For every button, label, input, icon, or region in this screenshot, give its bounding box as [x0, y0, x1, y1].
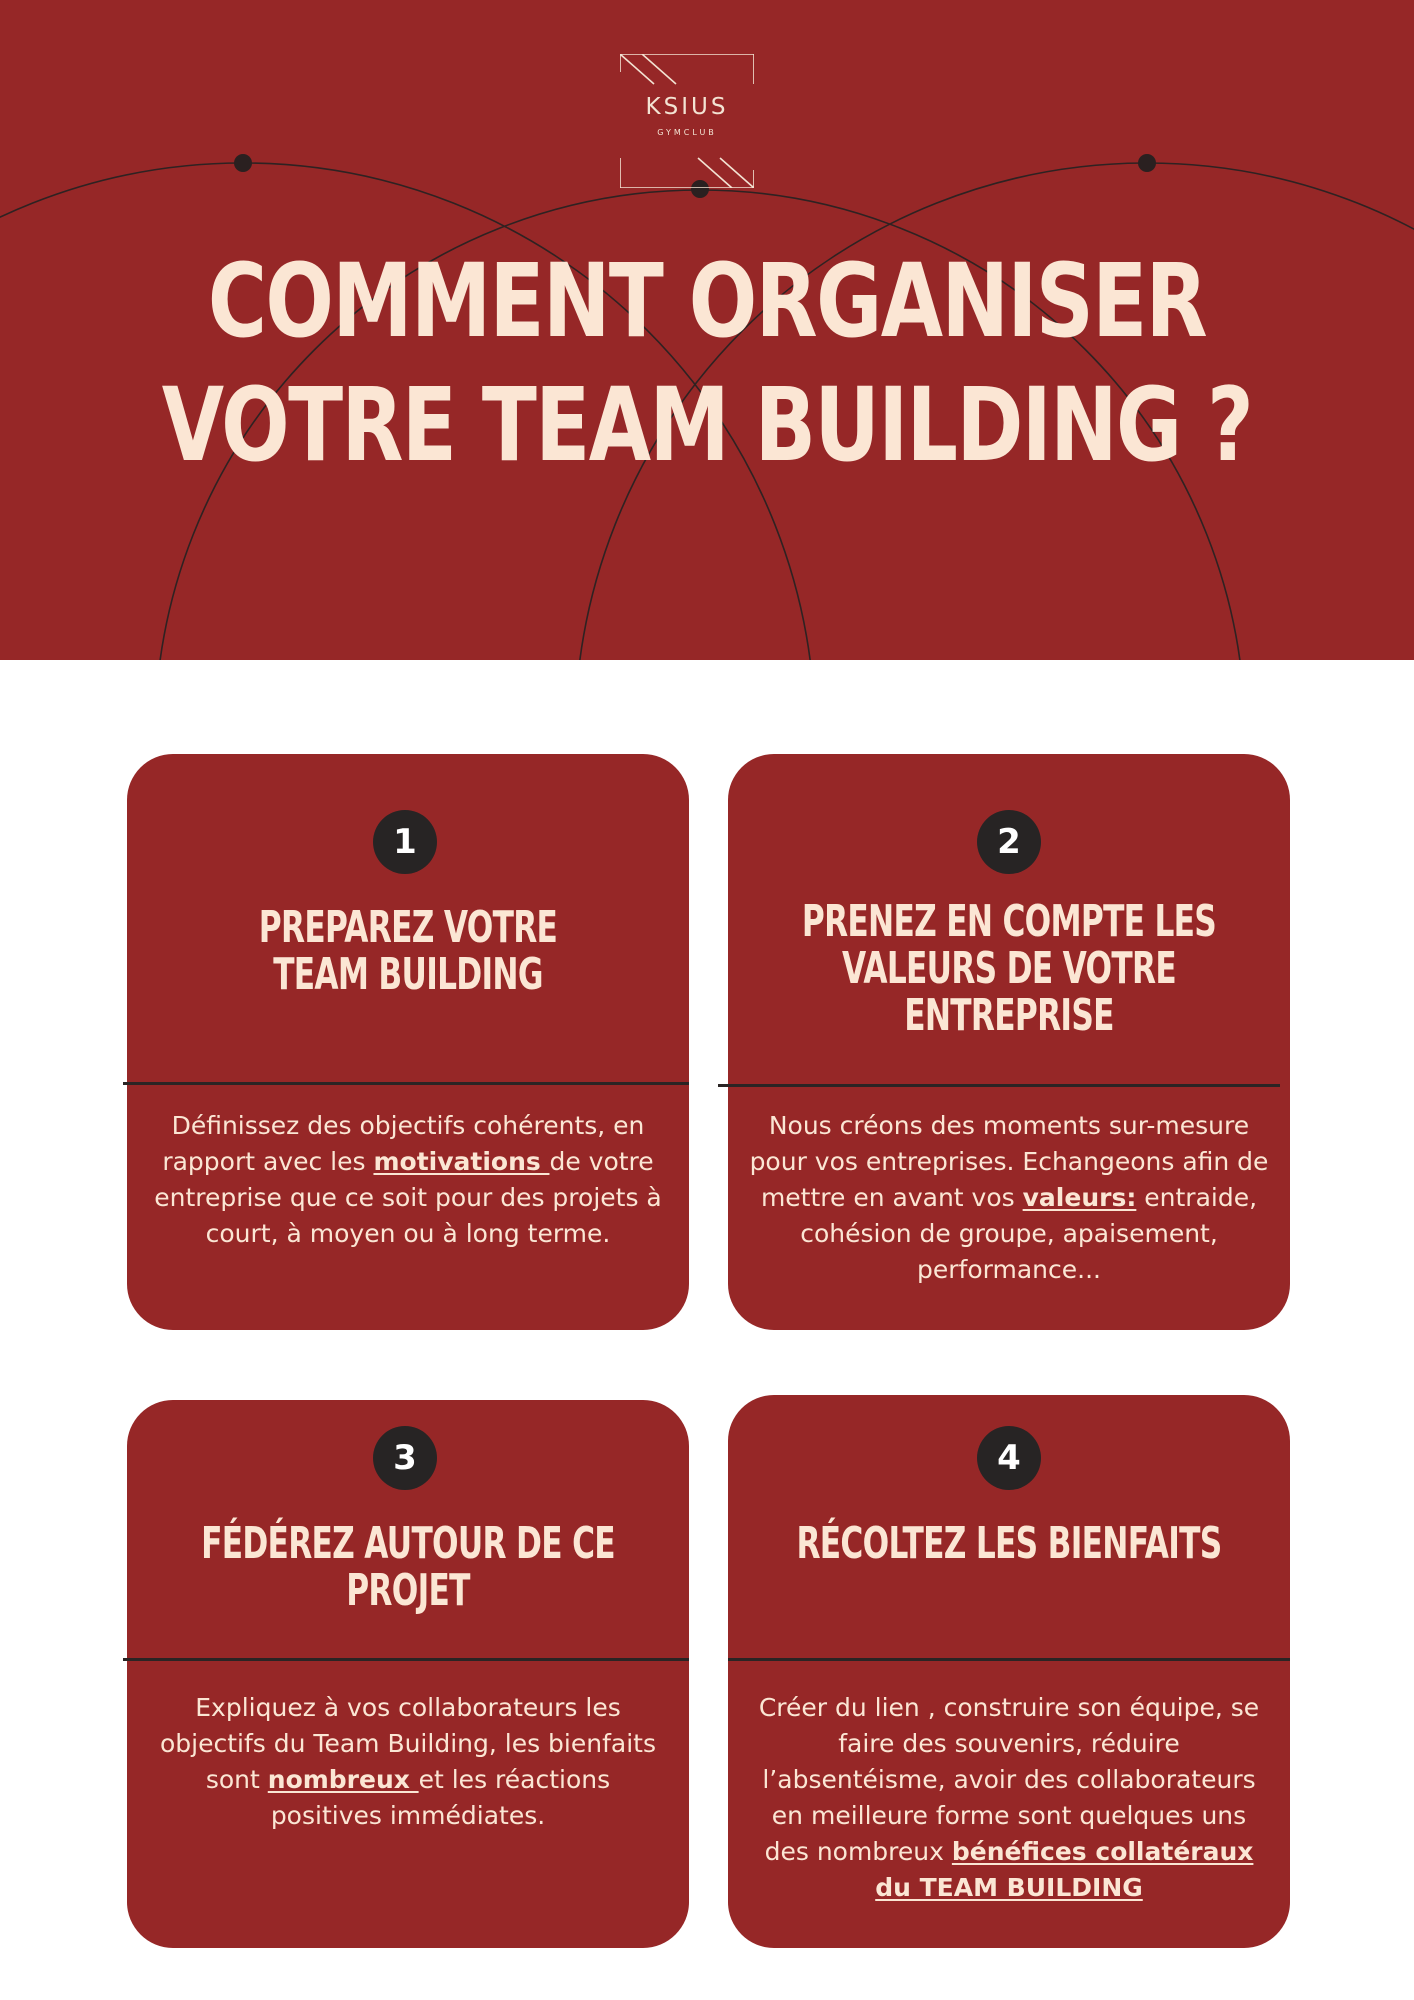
- step-number-badge: 2: [977, 810, 1041, 874]
- step-divider: [123, 1082, 689, 1085]
- step-card-3: [127, 1400, 689, 1948]
- page-title-line-1: COMMENT ORGANISER: [207, 242, 1207, 361]
- step-title-line: FÉDÉREZ AUTOUR DE CE PROJET: [201, 1518, 615, 1616]
- step-description: [748, 1108, 1270, 1288]
- step-title-line: VALEURS DE VOTRE ENTREPRISE: [842, 943, 1176, 1041]
- ksius-logo: [620, 54, 754, 188]
- logo-subtitle: GYMCLUB: [657, 128, 717, 137]
- step-title: [166, 904, 650, 998]
- step-divider: [123, 1658, 689, 1661]
- step-number-badge: 4: [977, 1426, 1041, 1490]
- description-emphasis: nombreux: [267, 1765, 419, 1794]
- description-emphasis: motivations: [373, 1147, 550, 1176]
- description-text: et les réactions positives immédiates.: [270, 1765, 611, 1830]
- step-title-line: RÉCOLTEZ LES BIENFAITS: [796, 1518, 1222, 1569]
- description-text: Expliquez à vos collaborateurs les objectifs du Team Building, les bienfaits sont: [160, 1693, 656, 1794]
- arc-dot-left: [234, 154, 252, 172]
- step-title: [767, 898, 1251, 1039]
- step-title-line: PREPAREZ VOTRE: [258, 902, 558, 953]
- step-number-badge: 1: [373, 810, 437, 874]
- step-title: [166, 1520, 650, 1614]
- description-text: Définissez des objectifs cohérents, en rapport avec les: [162, 1111, 645, 1176]
- step-title: [767, 1520, 1251, 1567]
- logo-frame: [620, 54, 754, 188]
- description-text: entraide, cohésion de groupe, apaisement, performance...: [800, 1183, 1258, 1284]
- step-card-1: [127, 754, 689, 1330]
- header-banner: [0, 0, 1414, 660]
- step-divider: [728, 1658, 1290, 1661]
- step-card-4: [728, 1395, 1290, 1948]
- step-divider: [718, 1084, 1280, 1087]
- step-description: [147, 1108, 669, 1252]
- description-emphasis: bénéfices collatéraux du TEAM BUILDING: [875, 1837, 1254, 1902]
- description-emphasis: valeurs:: [1022, 1183, 1137, 1212]
- description-text: Créer du lien , construire son équipe, se faire des souvenirs, réduire l’absentéisme, avoir des collaborateurs en meilleure forme sont quelques uns des nombreux: [758, 1693, 1260, 1866]
- step-card-2: [728, 754, 1290, 1330]
- page-title-line-2: VOTRE TEAM BUILDING ?: [161, 366, 1253, 485]
- step-number-badge: 3: [373, 1426, 437, 1490]
- page-title: [148, 240, 1265, 488]
- arc-dot-right: [1138, 154, 1156, 172]
- step-title-line: TEAM BUILDING: [273, 949, 543, 1000]
- step-description: [147, 1690, 669, 1834]
- description-text: Nous créons des moments sur-mesure pour vos entreprises. Echangeons afin de mettre en avant vos: [749, 1111, 1269, 1212]
- description-text: de votre entreprise que ce soit pour des projets à court, à moyen ou à long terme.: [154, 1147, 662, 1248]
- logo-name: KSIUS: [645, 94, 729, 120]
- step-description: [748, 1690, 1270, 1906]
- step-title-line: PRENEZ EN COMPTE LES: [801, 896, 1217, 947]
